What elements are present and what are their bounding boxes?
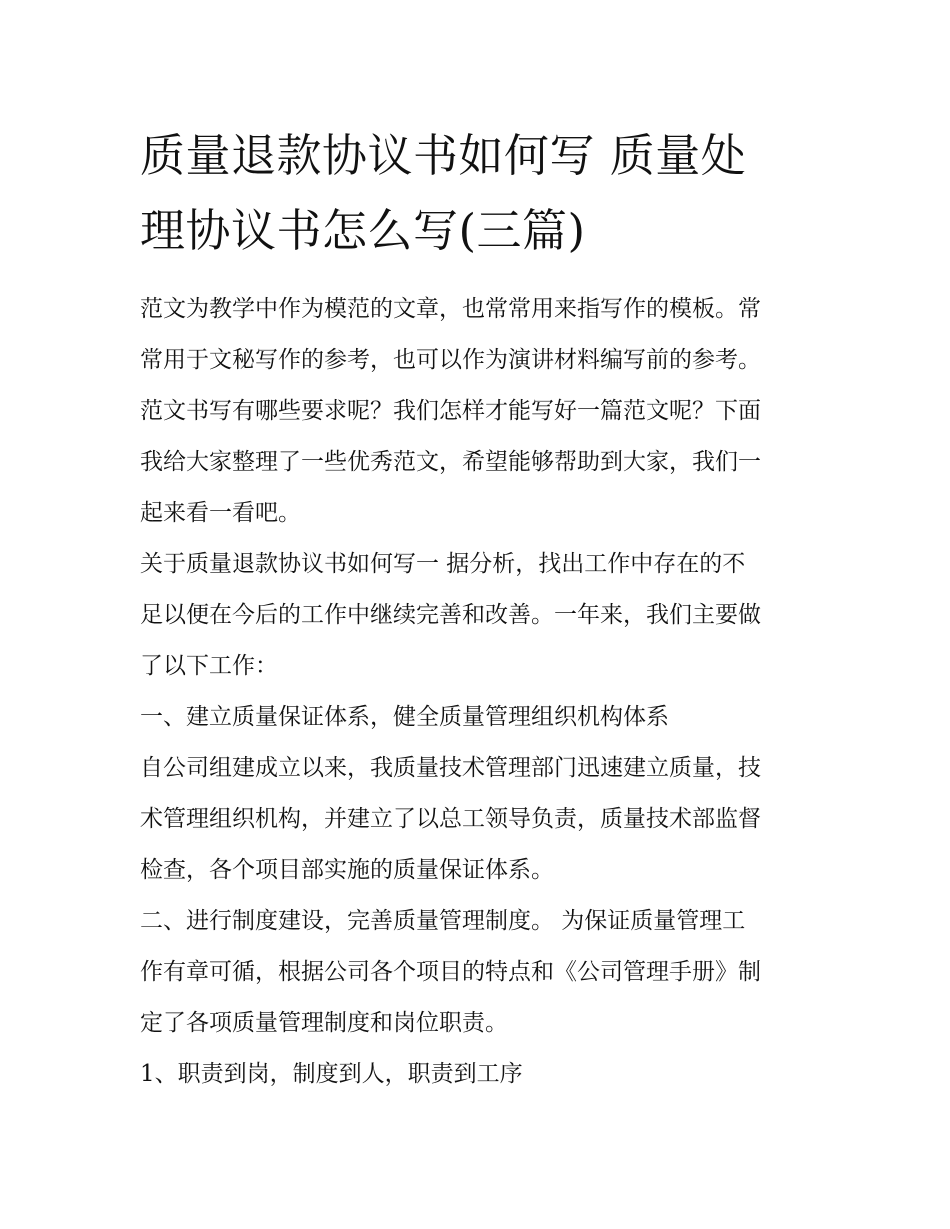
document-page (140, 118, 820, 1100)
body-line: 了以下工作： (140, 653, 278, 679)
document-title (140, 118, 820, 268)
section-heading-2: 二、进行制度建设，完善质量管理制度。 为保证质量管理工 (140, 908, 746, 934)
body-line: 自公司组建成立以来，我质量技术管理部门迅速建立质量，技 (140, 755, 761, 781)
body-line: 起来看一看吧。 (140, 500, 301, 526)
body-line: 检查，各个项目部实施的质量保证体系。 (140, 857, 554, 883)
body-line: 范文为教学中作为模范的文章，也常常用来指写作的模板。常 (140, 296, 761, 322)
body-line: 常用于文秘写作的参考，也可以作为演讲材料编写前的参考。 (140, 347, 761, 373)
body-line: 术管理组织机构，并建立了以总工领导负责，质量技术部监督 (140, 806, 761, 832)
body-line: 定了各项质量管理制度和岗位职责。 (140, 1010, 508, 1036)
body-line: 范文书写有哪些要求呢？我们怎样才能写好一篇范文呢？下面 (140, 398, 761, 424)
body-line: 我给大家整理了一些优秀范文，希望能够帮助到大家，我们一 (140, 449, 761, 475)
title-line-2: 理协议书怎么写(三篇) (140, 204, 586, 257)
body-line: 作有章可循，根据公司各个项目的特点和《公司管理手册》制 (140, 959, 761, 985)
body-line: 足以便在今后的工作中继续完善和改善。一年来，我们主要做 (140, 602, 761, 628)
numbered-item-1: 1、职责到岗，制度到人，职责到工序 (140, 1061, 523, 1087)
body-line: 关于质量退款协议书如何写一 据分析，找出工作中存在的不 (140, 551, 746, 577)
section-heading-1: 一、建立质量保证体系，健全质量管理组织机构体系 (140, 704, 669, 730)
title-line-1: 质量退款协议书如何写 质量处 (140, 129, 747, 182)
document-body (140, 284, 820, 1100)
